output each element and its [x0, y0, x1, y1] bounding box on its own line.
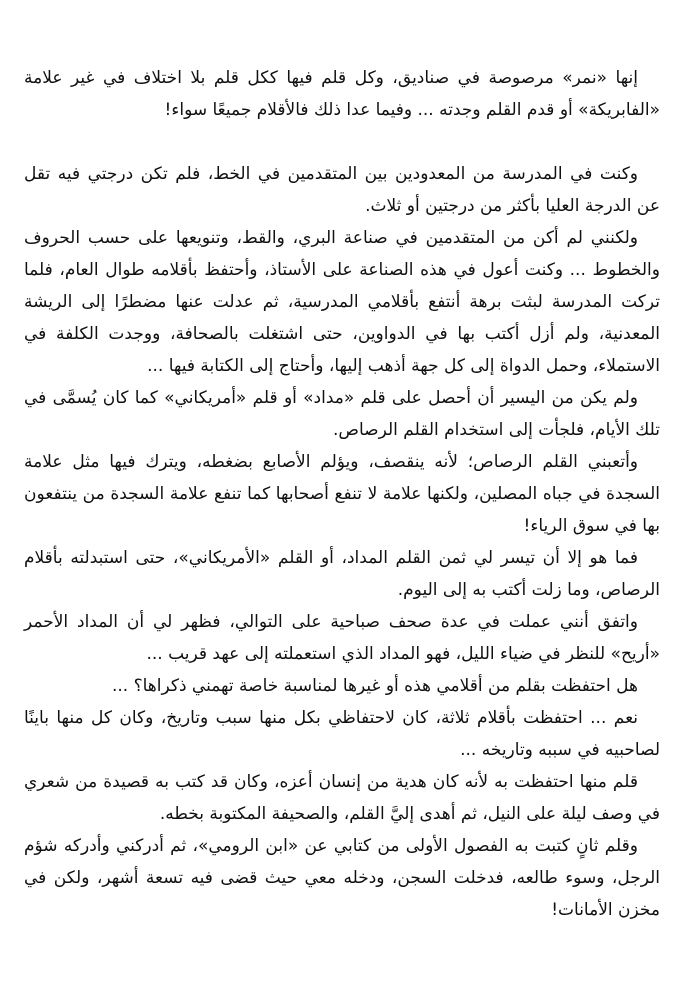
- paragraph: نعم ... احتفظت بأقلام ثلاثة، كان لاحتفاظي بكل منها سبب وتاريخ، وكان كل منها باينًا لصاحبيه في سببه وتاريخه ...: [24, 708, 660, 760]
- paragraph: إنها «نمر» مرصوصة في صناديق، وكل قلم فيها ككل قلم بلا اختلاف في غير علامة «الفابريكة» أو قدم القلم وجدته ... وفيما عدا ذلك فالأقلام جميعًا سواء!: [24, 68, 660, 120]
- paragraph: قلم منها احتفظت به لأنه كان هدية من إنسان أعزه، وكان قد كتب به قصيدة من شعري في وصف ليلة على النيل، ثم أهدى إليَّ القلم، والصحيفة المكتوبة بخطه.: [24, 772, 660, 824]
- paragraph: وكنت في المدرسة من المعدودين بين المتقدمين في الخط، فلم تكن درجتي فيه تقل عن الدرجة العليا بأكثر من درجتين أو ثلاث.: [24, 164, 660, 216]
- paragraph: فما هو إلا أن تيسر لي ثمن القلم المداد، أو القلم «الأمريكاني»، حتى استبدلته بأقلام الرصاص، وما زلت أكتب به إلى اليوم.: [24, 548, 660, 600]
- paragraph: واتفق أنني عملت في عدة صحف صباحية على التوالي، فظهر لي أن المداد الأحمر «أريح» للنظر في ضياء الليل، فهو المداد الذي استعملته إلى عهد قريب ...: [24, 612, 660, 664]
- paragraph: ولم يكن من اليسير أن أحصل على قلم «مداد» أو قلم «أمريكاني» كما كان يُسمَّى في تلك الأيام، فلجأت إلى استخدام القلم الرصاص.: [24, 388, 660, 440]
- paragraph: ولكنني لم أكن من المتقدمين في صناعة البري، والقط، وتنويعها على حسب الحروف والخطوط ... وكنت أعول في هذه الصناعة على الأستاذ، وأحتفظ بأقلامه طوال العام، فلما تركت المدرسة لبثت برهة أنتفع بأقلامي المدرسية، ثم عدلت عنها مضطرًا إلى الريشة المعدنية، ولم أزل أكتب بها في الدواوين، حتى اشتغلت بالصحافة، ووجدت الكلفة في الاستملاء، وحمل الدواة إلى كل جهة أذهب إليها، وأحتاج إلى الكتابة فيها ...: [24, 228, 660, 376]
- document-body: [24, 62, 660, 926]
- paragraph: وأتعبني القلم الرصاص؛ لأنه ينقصف، ويؤلم الأصابع بضغطه، ويترك فيها مثل علامة السجدة في جباه المصلين، ولكنها علامة لا تنفع أصحابها كما تنفع علامة السجدة من ينتفعون بها في سوق الرياء!: [24, 452, 660, 536]
- paragraph: هل احتفظت بقلم من أقلامي هذه أو غيرها لمناسبة خاصة تهمني ذكراها؟ ...: [111, 676, 638, 696]
- paragraph: وقلم ثانٍ كتبت به الفصول الأولى من كتابي عن «ابن الرومي»، ثم أدركني وأدركه شؤم الرجل، وسوء طالعه، فدخلت السجن، ودخله معي حيث قضى فيه تسعة أشهر، ولكن في مخزن الأمانات!: [24, 836, 660, 920]
